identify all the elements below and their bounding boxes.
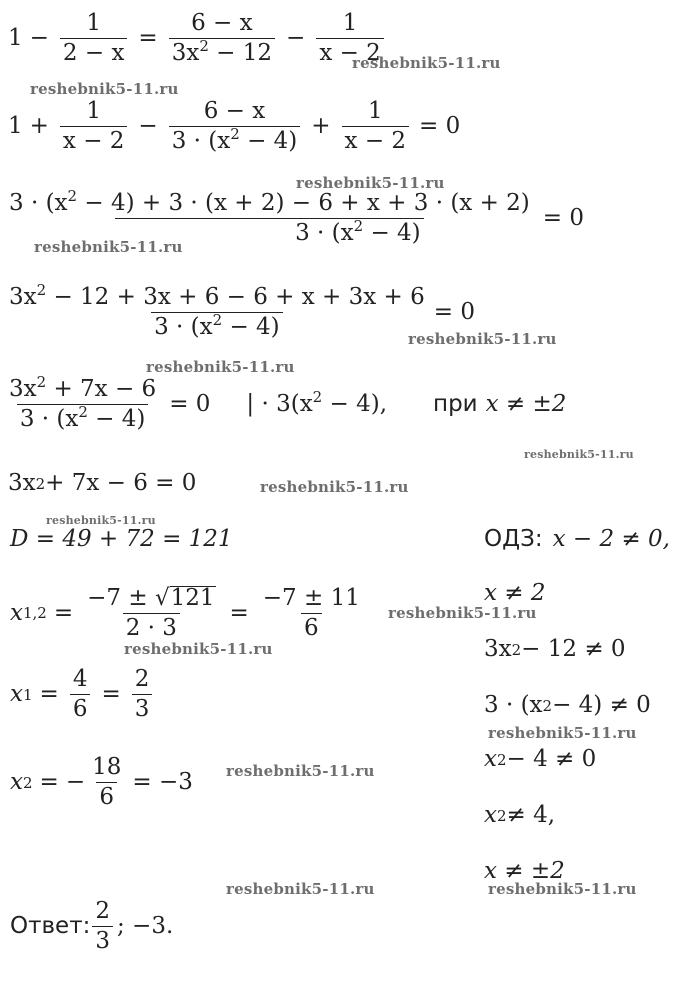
roots-formula: x 1,2 = −7 ± √ 121 2 · 3 = $\frac{-7 \pm 11}{6}$ — [10, 586, 367, 640]
fraction: $\frac{6 - x}{3x^2 - 12}$ — [169, 12, 275, 65]
watermark: reshebnik5-11.ru — [146, 358, 295, 376]
watermark: reshebnik5-11.ru — [296, 174, 445, 192]
term: 1 — [8, 25, 23, 51]
fraction: $\frac{-7 \pm 11}{6}$ — [262, 584, 360, 641]
watermark: reshebnik5-11.ru — [30, 80, 179, 98]
watermark: reshebnik5-11.ru — [388, 604, 537, 622]
fraction: $\frac{1}{x - 2}$ — [342, 100, 410, 153]
fraction: $\frac{6 - x}{3 \cdot (x^2 - 4)}$ — [169, 100, 301, 153]
watermark: reshebnik5-11.ru — [488, 724, 637, 742]
equation-step5: $\frac{3x^2 + 7x - 6}{3 \cdot (x^2 - 4)}$ = 0 | · $3(x^2 - 4)$, при x ≠ ±2 — [6, 378, 566, 431]
odz-line: x 2 − 4 ≠ 0 — [484, 746, 597, 772]
odz-line: 3 · (x 2 − 4) ≠ 0 — [484, 692, 651, 718]
fraction: $\frac{18}{6}$ — [92, 754, 122, 810]
equation-step3: $\frac{3 \cdot (x^2 - 4) + 3 \cdot (x + 2) - 6 + x + 3 \cdot (x + 2)}{3 \cdot (x^2 - 4)}$ = 0 — [6, 192, 584, 245]
root-x2: x 2 = − $\frac{18}{6}$ = −3 — [10, 754, 193, 810]
watermark: reshebnik5-11.ru — [226, 762, 375, 780]
odz-line: x ≠ 2 — [484, 580, 546, 606]
fraction: $\frac{4}{6}$ — [70, 668, 91, 721]
equation-step2: 1 + $\frac{1}{x - 2}$ − $\frac{6 - x}{3 \cdot (x^2 - 4)}$ + $\frac{1}{x - 2}$ = 0 — [8, 98, 461, 154]
answer: Ответ: $\frac{2}{3}$ ; −3. — [10, 898, 174, 954]
equation-original: 1 − $\frac{1}{2 - x}$ = $\frac{6 - x}{3x^2 - 12}$ − $\frac{1}{x - 2}$ — [8, 12, 388, 65]
watermark: reshebnik5-11.ru — [260, 478, 409, 496]
watermark: reshebnik5-11.ru — [408, 330, 557, 348]
watermark: reshebnik5-11.ru — [34, 238, 183, 256]
watermark: reshebnik5-11.ru — [352, 54, 501, 72]
watermark: reshebnik5-11.ru — [46, 514, 156, 527]
odz-line: 3x 2 − 12 ≠ 0 — [484, 636, 626, 662]
fraction: $\frac{1}{x - 2}$ — [60, 100, 128, 153]
root-x1: x 1 = $\frac{4}{6}$ = $\frac{2}{3}$ — [10, 668, 156, 721]
watermark: reshebnik5-11.ru — [488, 880, 637, 898]
fraction: $\frac{3x^2 - 12 + 3x + 6 - 6 + x + 3x + 6}{3 \cdot (x^2 - 4)}$ — [9, 281, 425, 340]
watermark: reshebnik5-11.ru — [226, 880, 375, 898]
odz-line: x 2 ≠ 4, — [484, 802, 556, 828]
fraction: $\frac{2}{3}$ — [132, 668, 153, 721]
watermark: reshebnik5-11.ru — [124, 640, 273, 658]
fraction: −7 ± √ 121 2 · 3 — [87, 585, 215, 641]
discriminant: D = 49 + 72 = 121 — [10, 526, 233, 552]
odz-line: x ≠ ±2 — [484, 858, 565, 884]
equation-step6: 3x 2 + 7x − 6 = 0 — [8, 470, 197, 496]
fraction: $\frac{3x^2 + 7x - 6}{3 \cdot (x^2 - 4)}$ — [9, 373, 157, 432]
fraction: $\frac{2}{3}$ — [92, 900, 113, 953]
fraction: $\frac{3 \cdot (x^2 - 4) + 3 \cdot (x + 2) - 6 + x + 3 \cdot (x + 2)}{3 \cdot (x^2 - 4)}$ — [9, 187, 530, 246]
fraction: $\frac{1}{x - 2}$ — [316, 12, 384, 65]
odz-label: ОДЗ: x − 2 ≠ 0, — [484, 526, 670, 552]
watermark: reshebnik5-11.ru — [524, 448, 634, 461]
fraction: $\frac{1}{2 - x}$ — [60, 12, 128, 65]
equation-step4: $\frac{3x^2 - 12 + 3x + 6 - 6 + x + 3x + 6}{3 \cdot (x^2 - 4)}$ = 0 — [6, 286, 475, 339]
